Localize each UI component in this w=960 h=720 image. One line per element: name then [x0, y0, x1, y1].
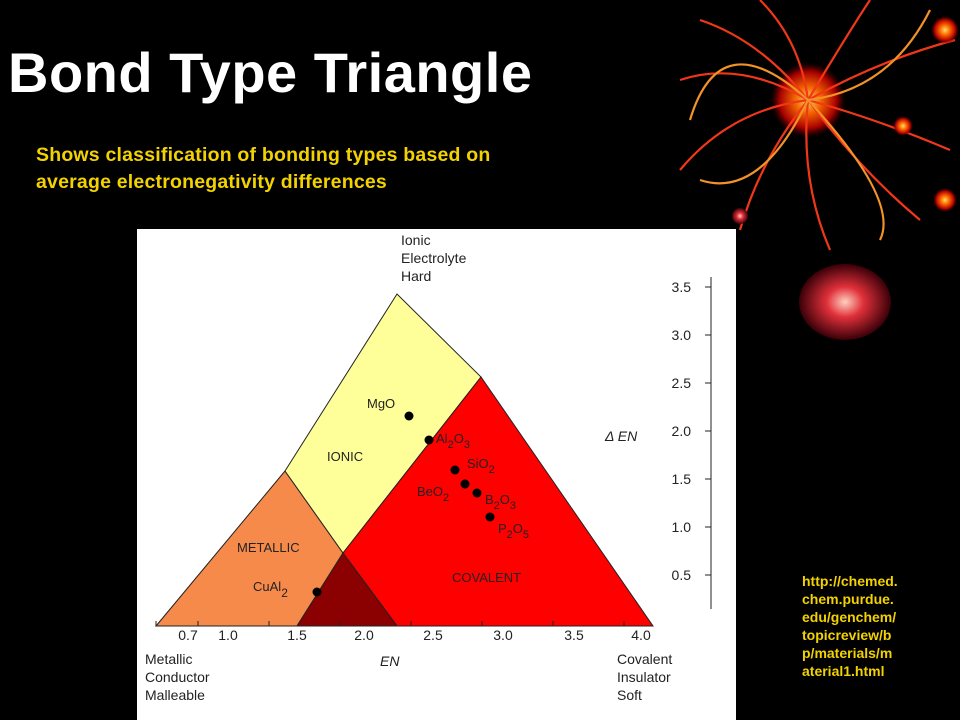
bl-label-malleable: Malleable	[145, 687, 205, 703]
point-cual2	[313, 588, 322, 597]
bl-label-conductor: Conductor	[145, 669, 210, 685]
br-label-soft: Soft	[617, 687, 642, 703]
br-label-insulator: Insulator	[617, 669, 671, 685]
source-url[interactable]	[802, 572, 932, 680]
firework-small	[732, 16, 959, 340]
compound-label-sio2: SiO$_2$	[467, 456, 495, 476]
point-p2o5	[486, 513, 495, 522]
source-line-3: edu/genchem/	[802, 609, 897, 625]
compound-label-p2o5: $P_2O_5$	[498, 521, 530, 541]
x-tick-2.5: 2.5	[423, 627, 443, 643]
source-line-1: http://chemed.	[802, 573, 898, 589]
point-mgo	[405, 412, 414, 421]
point-beo2	[461, 480, 470, 489]
compound-label-al2o3: $Al_2O_3$	[436, 431, 470, 451]
bond-triangle-svg	[137, 229, 736, 720]
point-al2o3	[425, 436, 434, 445]
bond-triangle-figure	[137, 229, 736, 720]
y-tick-3.5: 3.5	[671, 279, 691, 295]
y-tick-2.0: 2.0	[671, 423, 691, 439]
firework-burst-large	[680, 0, 955, 250]
y-tick-1.0: 1.0	[671, 519, 691, 535]
y-axis	[705, 277, 711, 609]
slide-subtitle	[36, 142, 676, 196]
point-b2o3	[473, 489, 482, 498]
region-label-covalent: COVALENT	[452, 570, 522, 585]
source-line-2: chem.purdue.	[802, 591, 894, 607]
compound-label-cual2: CuAl2	[253, 579, 288, 600]
compound-label-beo2: BeO$_2$	[417, 484, 450, 504]
slide-title: Bond Type Triangle	[8, 41, 533, 104]
y-tick-3.0: 3.0	[671, 327, 691, 343]
subtitle-line-1: Shows classification of bonding types based on	[36, 144, 491, 166]
bottom-left-vertex-labels	[145, 650, 210, 704]
top-label-hard: Hard	[401, 268, 432, 284]
region-label-metallic: METALLIC	[237, 540, 300, 555]
subtitle-line-2: average electronegativity differences	[36, 171, 387, 193]
source-line-5: p/materials/m	[802, 645, 893, 661]
top-vertex-labels	[401, 231, 466, 285]
x-tick-1.5: 1.5	[287, 627, 307, 643]
region-label-ionic: IONIC	[327, 449, 364, 464]
y-tick-1.5: 1.5	[671, 471, 691, 487]
y-axis-label: Δ EN	[605, 428, 638, 444]
point-sio2	[451, 466, 460, 475]
y-tick-0.5: 0.5	[671, 567, 691, 583]
x-tick-0.7: 0.7	[178, 627, 198, 643]
top-label-ionic: Ionic	[401, 232, 431, 248]
top-label-electrolyte: Electrolyte	[401, 250, 467, 266]
x-tick-3.5: 3.5	[564, 627, 584, 643]
source-line-6: aterial1.html	[802, 663, 885, 679]
x-tick-4.0: 4.0	[631, 627, 651, 643]
y-tick-2.5: 2.5	[671, 375, 691, 391]
x-tick-1.0: 1.0	[218, 627, 238, 643]
x-tick-3.0: 3.0	[493, 627, 513, 643]
br-label-covalent: Covalent	[617, 651, 673, 667]
x-axis-label: EN	[380, 653, 400, 669]
compound-label-mgo: MgO	[367, 396, 396, 411]
source-line-4: topicreview/b	[802, 627, 892, 643]
compound-label-b2o3: $B_2O_3$	[485, 492, 517, 512]
bl-label-metallic: Metallic	[145, 651, 193, 667]
bottom-right-vertex-labels	[617, 650, 672, 704]
x-tick-2.0: 2.0	[354, 627, 374, 643]
